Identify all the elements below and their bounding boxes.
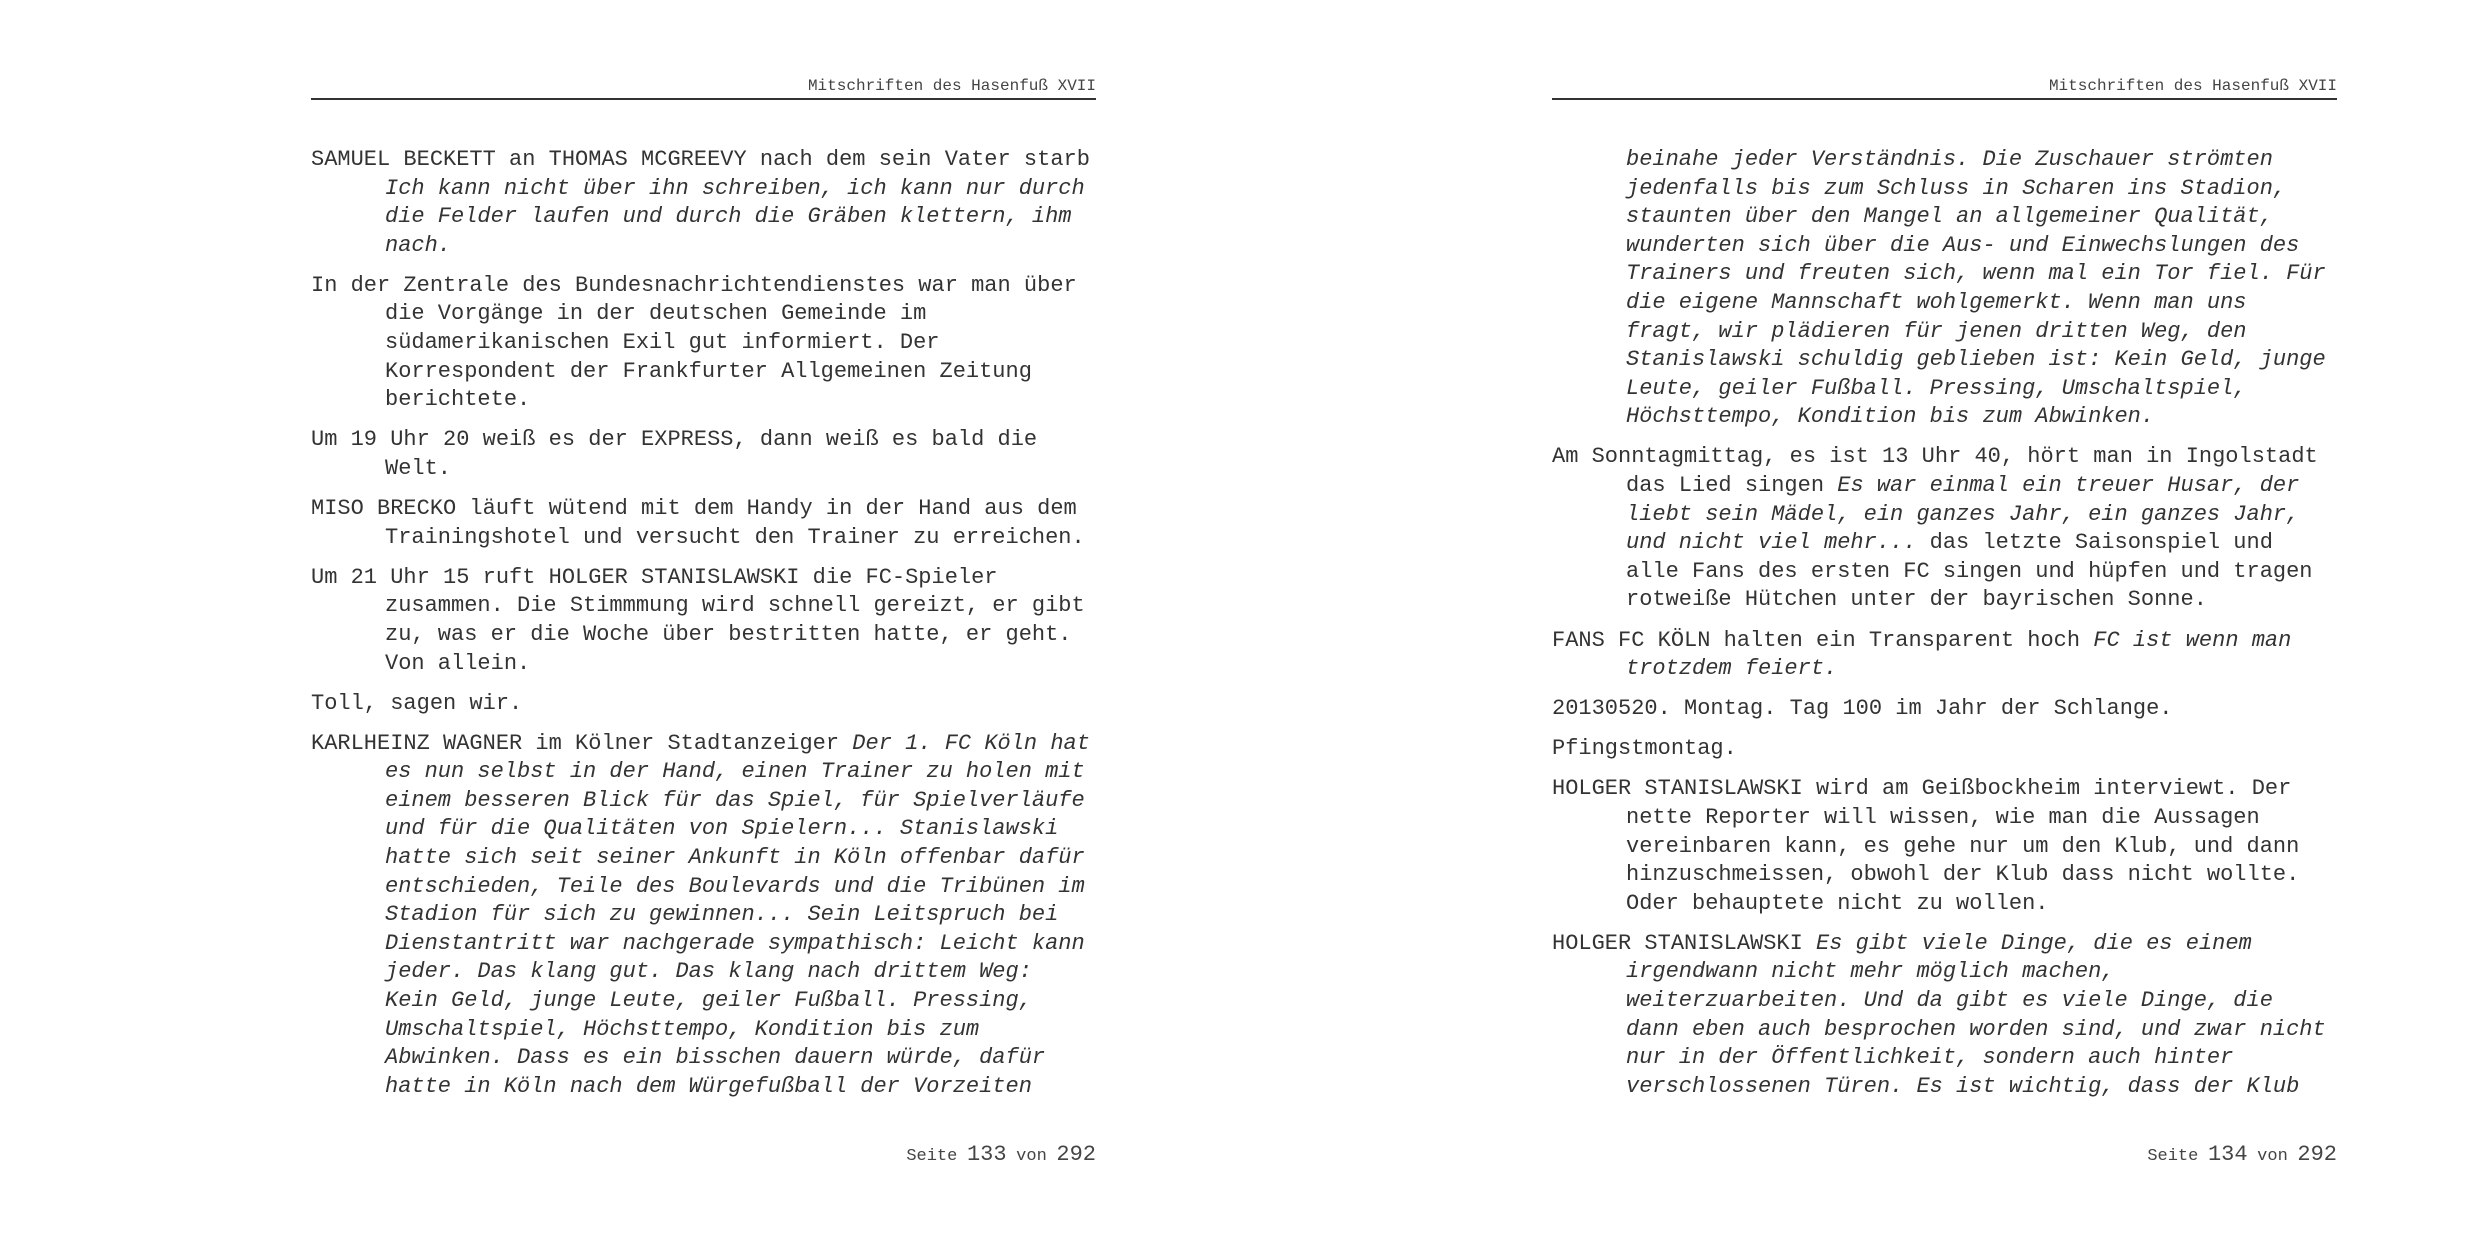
page-footer [311, 1142, 1096, 1170]
continuation-paragraph [1552, 146, 2337, 432]
paragraph [311, 495, 1096, 552]
quote-text: Der 1. FC Köln hat es nun selbst in der Hand, einen Trainer zu holen mit einem besseren Blick für das Spiel, für Spielverläufe und für die Qualitäten von Spielern... Stanislawski hatte sich seit seiner Ankunft in Köln offenbar dafür entschieden, Teile des Boulevards und die Tribünen im Stadion für sich zu gewinnen... Sein Leitspruch bei Dienstantritt war nachgerade sympathisch: Leicht kann jeder. Das klang gut. Das klang nach drittem Weg: Kein Geld, junge Leute, geiler Fußball. Pressing, Umschaltspiel, Höchsttempo, Kondition bis zum Abwinken. Dass es ein bisschen dauern würde, dafür hatte in Köln nach dem Würgefußball der Vorzeiten [385, 730, 1090, 1099]
paragraph [1552, 930, 2337, 1102]
quote-text: beinahe jeder Verständnis. Die Zuschauer strömten jedenfalls bis zum Schluss in Scharen ins Stadion, staunten über den Mangel an allgemeiner Qualität, wunderten sich über die Aus- und Einwechslungen des Trainers und freuten sich, wenn mal ein Tor fiel. Für die eigene Mannschaft wohlgemerkt. Wenn man uns fragt, wir plädieren für jenen dritten Weg, den Stanislawski schuldig geblieben ist: Kein Geld, junge Leute, geiler Fußball. Pressing, Umschaltspiel, Höchsttempo, Kondition bis zum Abwinken. [1626, 147, 2326, 430]
total-pages: 292 [2297, 1142, 2337, 1167]
paragraph-text: das letzte Saisonspiel und alle Fans des ersten FC singen und hüpfen und tragen rotweiße Hütchen unter der bayrischen Sonne. [1626, 530, 2313, 613]
footer-of: von [1016, 1147, 1047, 1166]
footer-of: von [2257, 1147, 2288, 1166]
paragraph-text: Um 21 Uhr 15 ruft HOLGER STANISLAWSKI die FC-Spieler zusammen. Die Stimmmung wird schnell gereizt, er gibt zu, was er die Woche über bestritten hatte, er geht. Von allein. [311, 564, 1085, 676]
paragraph [311, 272, 1096, 415]
paragraph-text: SAMUEL BECKETT an THOMAS MCGREEVY nach dem sein Vater starb [311, 147, 1090, 172]
page-body [1552, 146, 2337, 1113]
page-number: 133 [966, 1142, 1007, 1167]
paragraph-text: 20130520. Montag. Tag 100 im Jahr der Schlange. [1552, 696, 2173, 722]
quote-text: Ich kann nicht über ihn schreiben, ich kann nur durch die Felder laufen und durch die Gräben klettern, ihm nach. [385, 175, 1085, 258]
right-page [1552, 0, 2337, 1240]
paragraph-text: In der Zentrale des Bundesnachrichtendienstes war man über die Vorgänge in der deutschen Gemeinde im südamerikanischen Exil gut informiert. Der Korrespondent der Frankfurter Allgemeinen Zeitung berichtete. [311, 272, 1077, 413]
paragraph [1552, 443, 2337, 615]
total-pages: 292 [1056, 1142, 1096, 1167]
page-number: 134 [2207, 1142, 2248, 1167]
left-page [311, 0, 1096, 1240]
page-body [311, 146, 1096, 1113]
footer-label: Seite [906, 1147, 958, 1166]
quote-text: Es gibt viele Dinge, die es einem irgendwann nicht mehr möglich machen, weiterzuarbeiten. Und da gibt es viele Dinge, die dann eben auch besprochen worden sind, und zwar nicht nur in der Öffentlichkeit, sondern auch hinter verschlossenen Türen. Es ist wichtig, dass der Klub [1626, 930, 2326, 1099]
paragraph-text: MISO BRECKO läuft wütend mit dem Handy in der Hand aus dem Trainingshotel und versucht den Trainer zu erreichen. [311, 496, 1085, 550]
paragraph-text: KARLHEINZ WAGNER im Kölner Stadtanzeiger [311, 730, 840, 756]
paragraph [1552, 735, 2337, 764]
paragraph-text: FANS FC KÖLN halten ein Transparent hoch [1552, 627, 2081, 653]
quote-text: FC ist wenn man trotzdem feiert. [1626, 627, 2292, 682]
paragraph [311, 146, 1096, 260]
paragraph-text: Pfingstmontag. [1552, 736, 1737, 762]
paragraph [311, 690, 1096, 719]
paragraph-text: Am Sonntagmittag, es ist 13 Uhr 40, hört man in Ingolstadt das Lied singen [1552, 444, 2318, 499]
paragraph-text: Toll, sagen wir. [311, 690, 523, 716]
running-header: Mitschriften des Hasenfuß XVII [311, 74, 1096, 100]
footer-label: Seite [2147, 1147, 2199, 1166]
paragraph [1552, 775, 2337, 918]
paragraph-text: HOLGER STANISLAWSKI [1552, 930, 1803, 956]
page-footer [1552, 1142, 2337, 1170]
paragraph [1552, 627, 2337, 684]
paragraph-text: HOLGER STANISLAWSKI wird am Geißbockheim interviewt. Der nette Reporter will wissen, wie man die Aussagen vereinbaren kann, es gehe nur um den Klub, und dann hinzuschmeissen, obwohl der Klub dass nicht wollte. Oder behauptete nicht zu wollen. [1552, 776, 2300, 916]
paragraph [311, 730, 1096, 1102]
paragraph [1552, 695, 2337, 724]
paragraph [311, 564, 1096, 678]
paragraph-text: Um 19 Uhr 20 weiß es der EXPRESS, dann weiß es bald die Welt. [311, 427, 1038, 481]
quote-text: Es war einmal ein treuer Husar, der liebt sein Mädel, ein ganzes Jahr, ein ganzes Jahr, und nicht viel mehr... [1626, 473, 2300, 556]
paragraph [311, 426, 1096, 483]
running-header: Mitschriften des Hasenfuß XVII [1552, 74, 2337, 100]
